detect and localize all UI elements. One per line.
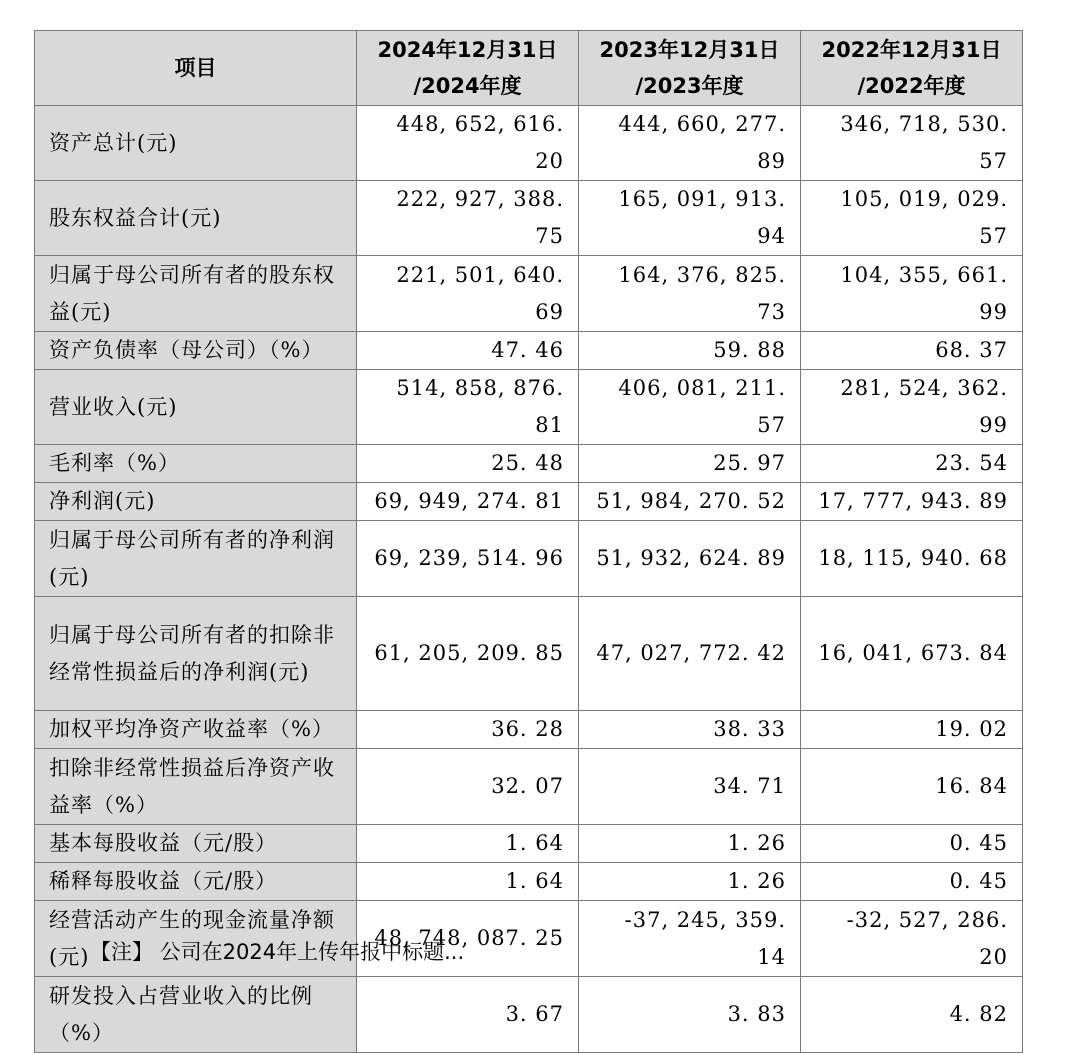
header-item: 项目 [35, 31, 357, 106]
table-row [35, 370, 1023, 445]
row-label: 归属于母公司所有者的扣除非经常性损益后的净利润(元) [35, 597, 357, 711]
value-cell: 1. 64 [357, 863, 579, 901]
table-header-row [35, 31, 1023, 106]
header-2022: 2022年12月31日 /2022年度 [801, 31, 1023, 106]
value-cell: 1. 26 [579, 863, 801, 901]
value-cell: 25. 48 [357, 445, 579, 483]
value-cell: 165, 091, 913. 94 [579, 181, 801, 256]
row-label: 归属于母公司所有者的股东权益(元) [35, 256, 357, 332]
header-2023: 2023年12月31日 /2023年度 [579, 31, 801, 106]
value-cell: 16. 84 [801, 749, 1023, 825]
row-label: 资产总计(元) [35, 106, 357, 181]
value-cell: 105, 019, 029. 57 [801, 181, 1023, 256]
header-2024: 2024年12月31日 /2024年度 [357, 31, 579, 106]
row-label: 归属于母公司所有者的净利润(元) [35, 521, 357, 597]
row-label: 净利润(元) [35, 483, 357, 521]
value-cell: 59. 88 [579, 332, 801, 370]
value-cell: 25. 97 [579, 445, 801, 483]
value-cell: 17, 777, 943. 89 [801, 483, 1023, 521]
value-cell: 69, 239, 514. 96 [357, 521, 579, 597]
value-cell: 1. 26 [579, 825, 801, 863]
value-cell: 48, 748, 087. 25 [357, 901, 579, 977]
row-label: 毛利率（%） [35, 445, 357, 483]
value-cell: -37, 245, 359. 14 [579, 901, 801, 977]
value-cell: 104, 355, 661. 99 [801, 256, 1023, 332]
table-row [35, 332, 1023, 370]
value-cell: 38. 33 [579, 711, 801, 749]
row-label: 股东权益合计(元) [35, 181, 357, 256]
value-cell: 444, 660, 277. 89 [579, 106, 801, 181]
financial-data-table [34, 30, 1023, 1053]
value-cell: 1. 64 [357, 825, 579, 863]
value-cell: 448, 652, 616. 20 [357, 106, 579, 181]
value-cell: 34. 71 [579, 749, 801, 825]
value-cell: 346, 718, 530. 57 [801, 106, 1023, 181]
value-cell: 23. 54 [801, 445, 1023, 483]
value-cell: 222, 927, 388. 75 [357, 181, 579, 256]
value-cell: 164, 376, 825. 73 [579, 256, 801, 332]
value-cell: 51, 932, 624. 89 [579, 521, 801, 597]
table-row [35, 825, 1023, 863]
row-label: 研发投入占营业收入的比例（%） [35, 977, 357, 1053]
value-cell: 0. 45 [801, 825, 1023, 863]
table-row [35, 445, 1023, 483]
row-label: 经营活动产生的现金流量净额(元) [35, 901, 357, 977]
value-cell: 47. 46 [357, 332, 579, 370]
value-cell: 514, 858, 876. 81 [357, 370, 579, 445]
table-row [35, 749, 1023, 825]
value-cell: 3. 83 [579, 977, 801, 1053]
footnote-text: 【注】 公司在2024年上传年报中标题... [90, 940, 465, 964]
value-cell: 69, 949, 274. 81 [357, 483, 579, 521]
value-cell: 51, 984, 270. 52 [579, 483, 801, 521]
table-row [35, 106, 1023, 181]
value-cell: 19. 02 [801, 711, 1023, 749]
value-cell: 61, 205, 209. 85 [357, 597, 579, 711]
value-cell: 18, 115, 940. 68 [801, 521, 1023, 597]
table-row [35, 977, 1023, 1053]
value-cell: 281, 524, 362. 99 [801, 370, 1023, 445]
table-row [35, 521, 1023, 597]
row-label: 扣除非经常性损益后净资产收益率（%） [35, 749, 357, 825]
table-row [35, 863, 1023, 901]
value-cell: 68. 37 [801, 332, 1023, 370]
value-cell: 406, 081, 211. 57 [579, 370, 801, 445]
row-label: 资产负债率（母公司）（%） [35, 332, 357, 370]
row-label: 稀释每股收益（元/股） [35, 863, 357, 901]
row-label: 营业收入(元) [35, 370, 357, 445]
table-row [35, 483, 1023, 521]
value-cell: 4. 82 [801, 977, 1023, 1053]
value-cell: 3. 67 [357, 977, 579, 1053]
value-cell: 221, 501, 640. 69 [357, 256, 579, 332]
row-label: 加权平均净资产收益率（%） [35, 711, 357, 749]
table-row [35, 181, 1023, 256]
table-row [35, 597, 1023, 711]
table-row [35, 711, 1023, 749]
value-cell: 16, 041, 673. 84 [801, 597, 1023, 711]
value-cell: 32. 07 [357, 749, 579, 825]
value-cell: 0. 45 [801, 863, 1023, 901]
row-label: 基本每股收益（元/股） [35, 825, 357, 863]
value-cell: -32, 527, 286. 20 [801, 901, 1023, 977]
value-cell: 36. 28 [357, 711, 579, 749]
value-cell: 47, 027, 772. 42 [579, 597, 801, 711]
table-row [35, 256, 1023, 332]
